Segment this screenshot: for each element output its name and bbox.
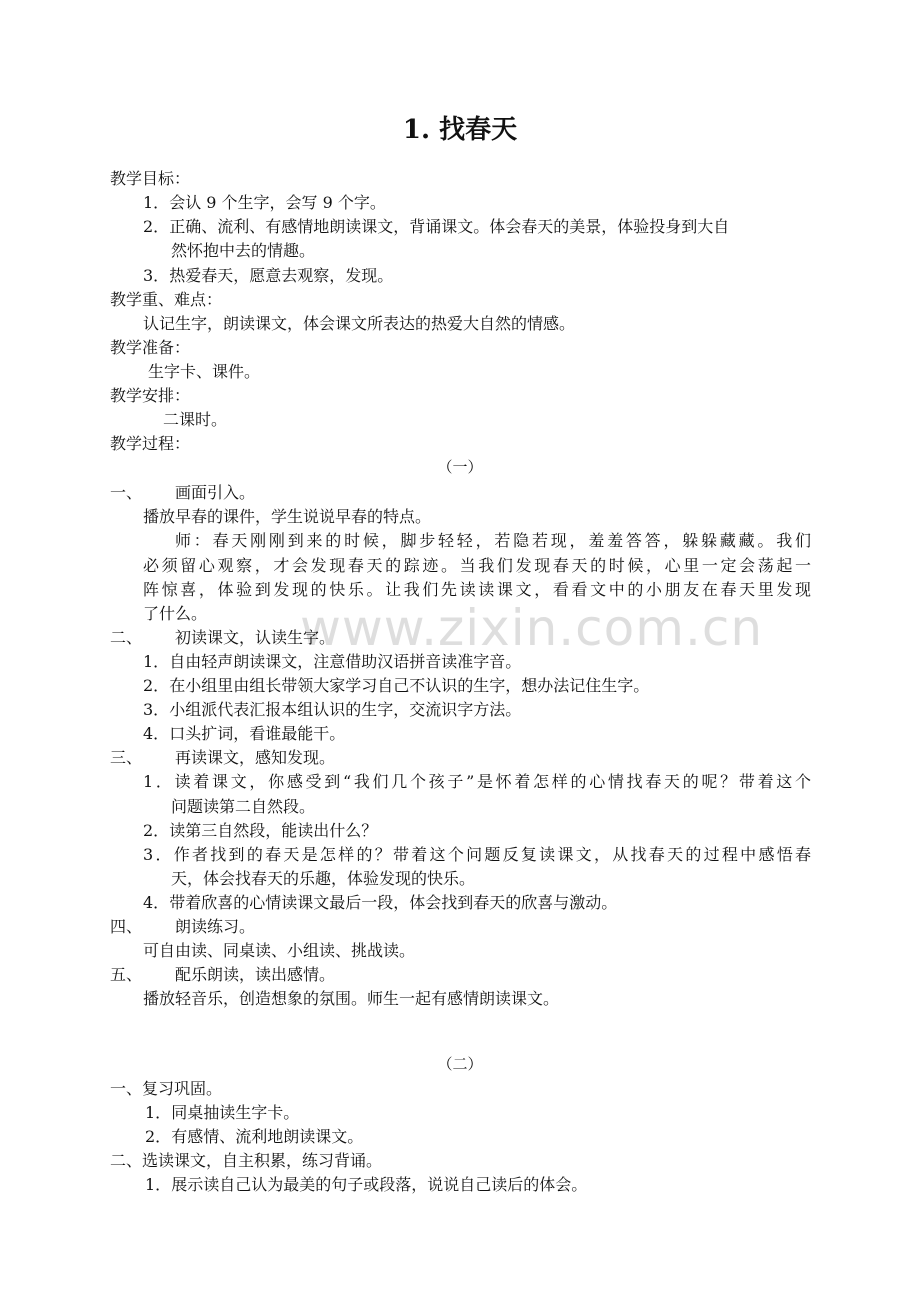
item-text: 展示读自己认为最美的句子或段落，说说自己读后的体会。 — [171, 1175, 588, 1194]
goal-item-3 — [143, 264, 393, 288]
item-text: 小组派代表汇报本组认识的生字，交流识字方法。 — [169, 700, 522, 719]
section-2-item-2 — [143, 674, 649, 698]
section-3-item-1 — [143, 770, 811, 794]
goal-item-2 — [143, 215, 729, 239]
item-text: 同桌抽读生字卡。 — [171, 1103, 300, 1122]
part-two-section-2-item-1 — [145, 1173, 587, 1197]
goals-heading: 教学目标： — [110, 169, 191, 188]
item-text: 作者找到的春天是怎样的？带着这个问题反复读课文，从找春天的过程中感悟春 — [173, 845, 811, 864]
lesson-title: 1. 找春天 — [402, 115, 518, 145]
section-3-item-3 — [143, 843, 811, 867]
section-3-item-2 — [143, 819, 377, 843]
section-2-item-1 — [143, 650, 521, 674]
goal-text: 正确、流利、有感情地朗读课文，背诵课文。体会春天的美景，体验投身到大自 — [169, 217, 730, 236]
goal-number: 1． — [143, 193, 170, 212]
section-3-mark: 三、 — [110, 748, 143, 767]
item-text: 读第三自然段，能读出什么？ — [169, 821, 378, 840]
key-points-text: 认记生字，朗读课文，体会课文所表达的热爱大自然的情感。 — [143, 314, 576, 333]
teacher-line-2: 必须留心观察，才会发现春天的踪迹。当我们发现春天的时候，心里一定会荡起一 — [143, 556, 811, 575]
section-2-mark: 二、 — [110, 628, 143, 647]
section-3-item-4 — [143, 891, 617, 915]
section-3-item-1-continued: 问题读第二自然段。 — [171, 797, 316, 816]
section-2-title: 初读课文，认读生字。 — [175, 628, 336, 647]
section-1-title: 画面引入。 — [175, 483, 256, 502]
part-two-label: （二） — [437, 1055, 483, 1073]
watermark: www.zixin.com.cn — [300, 599, 764, 657]
item-text: 带着欣喜的心情读课文最后一段，体会找到春天的欣喜与激动。 — [169, 893, 618, 912]
goal-item-1 — [143, 191, 386, 215]
item-text: 读着课文，你感受到“我们几个孩子”是怀着怎样的心情找春天的呢？带着这个 — [174, 772, 811, 791]
section-2-item-4 — [143, 722, 345, 746]
item-number: 4． — [143, 724, 170, 743]
teacher-line-4: 了什么。 — [143, 604, 208, 623]
item-number: 1． — [143, 772, 175, 791]
item-number: 1． — [145, 1175, 172, 1194]
item-number: 3． — [143, 845, 174, 864]
key-points-heading: 教学重、难点： — [110, 290, 223, 309]
section-3-item-3-continued: 天，体会找春天的乐趣，体验发现的快乐。 — [171, 869, 476, 888]
preparation-heading: 教学准备： — [110, 338, 191, 357]
section-2-item-3 — [143, 698, 521, 722]
part-two-section-1-item-2 — [145, 1125, 363, 1149]
item-number: 1． — [145, 1103, 172, 1122]
item-number: 1． — [143, 652, 170, 671]
teacher-line-3: 阵惊喜，体验到发现的快乐。让我们先读读课文，看看文中的小朋友在春天里发现 — [143, 580, 811, 599]
goal-text: 会认 9 个生字，会写 9 个字。 — [169, 193, 386, 212]
item-text: 口头扩词，看谁最能干。 — [169, 724, 346, 743]
goal-text: 热爱春天，愿意去观察，发现。 — [169, 266, 394, 285]
schedule-text: 二课时。 — [163, 410, 228, 429]
section-5-title: 配乐朗读，读出感情。 — [175, 965, 336, 984]
item-text: 自由轻声朗读课文，注意借助汉语拼音读准字音。 — [169, 652, 522, 671]
teacher-line-1: 师：春天刚刚到来的时候，脚步轻轻，若隐若现，羞羞答答，躲躲藏藏。我们 — [175, 531, 811, 550]
section-5-mark: 五、 — [110, 965, 143, 984]
item-number: 2． — [143, 821, 170, 840]
goal-item-2-continued: 然怀抱中去的情趣。 — [171, 241, 316, 260]
item-number: 2． — [145, 1127, 172, 1146]
part-two-section-2-heading: 二、选读课文，自主积累，练习背诵。 — [110, 1151, 383, 1170]
preparation-text: 生字卡、课件。 — [148, 362, 261, 381]
goal-number: 2． — [143, 217, 170, 236]
part-one-label: （一） — [437, 458, 483, 476]
goal-number: 3． — [143, 266, 170, 285]
schedule-heading: 教学安排： — [110, 386, 191, 405]
item-number: 3． — [143, 700, 170, 719]
item-number: 2． — [143, 676, 170, 695]
section-4-mark: 四、 — [110, 917, 143, 936]
item-number: 4． — [143, 893, 170, 912]
section-5-text: 播放轻音乐，创造想象的氛围。师生一起有感情朗读课文。 — [143, 989, 560, 1008]
section-1-text: 播放早春的课件，学生说说早春的特点。 — [143, 507, 432, 526]
process-heading: 教学过程： — [110, 434, 191, 453]
part-two-section-1-item-1 — [145, 1101, 299, 1125]
item-text: 有感情、流利地朗读课文。 — [171, 1127, 364, 1146]
section-4-text: 可自由读、同桌读、小组读、挑战读。 — [143, 941, 416, 960]
item-text: 在小组里由组长带领大家学习自己不认识的生字，想办法记住生字。 — [169, 676, 650, 695]
section-1-mark: 一、 — [110, 483, 143, 502]
part-two-section-1-heading: 一、复习巩固。 — [110, 1079, 223, 1098]
section-4-title: 朗读练习。 — [175, 917, 256, 936]
section-3-title: 再读课文，感知发现。 — [175, 748, 336, 767]
